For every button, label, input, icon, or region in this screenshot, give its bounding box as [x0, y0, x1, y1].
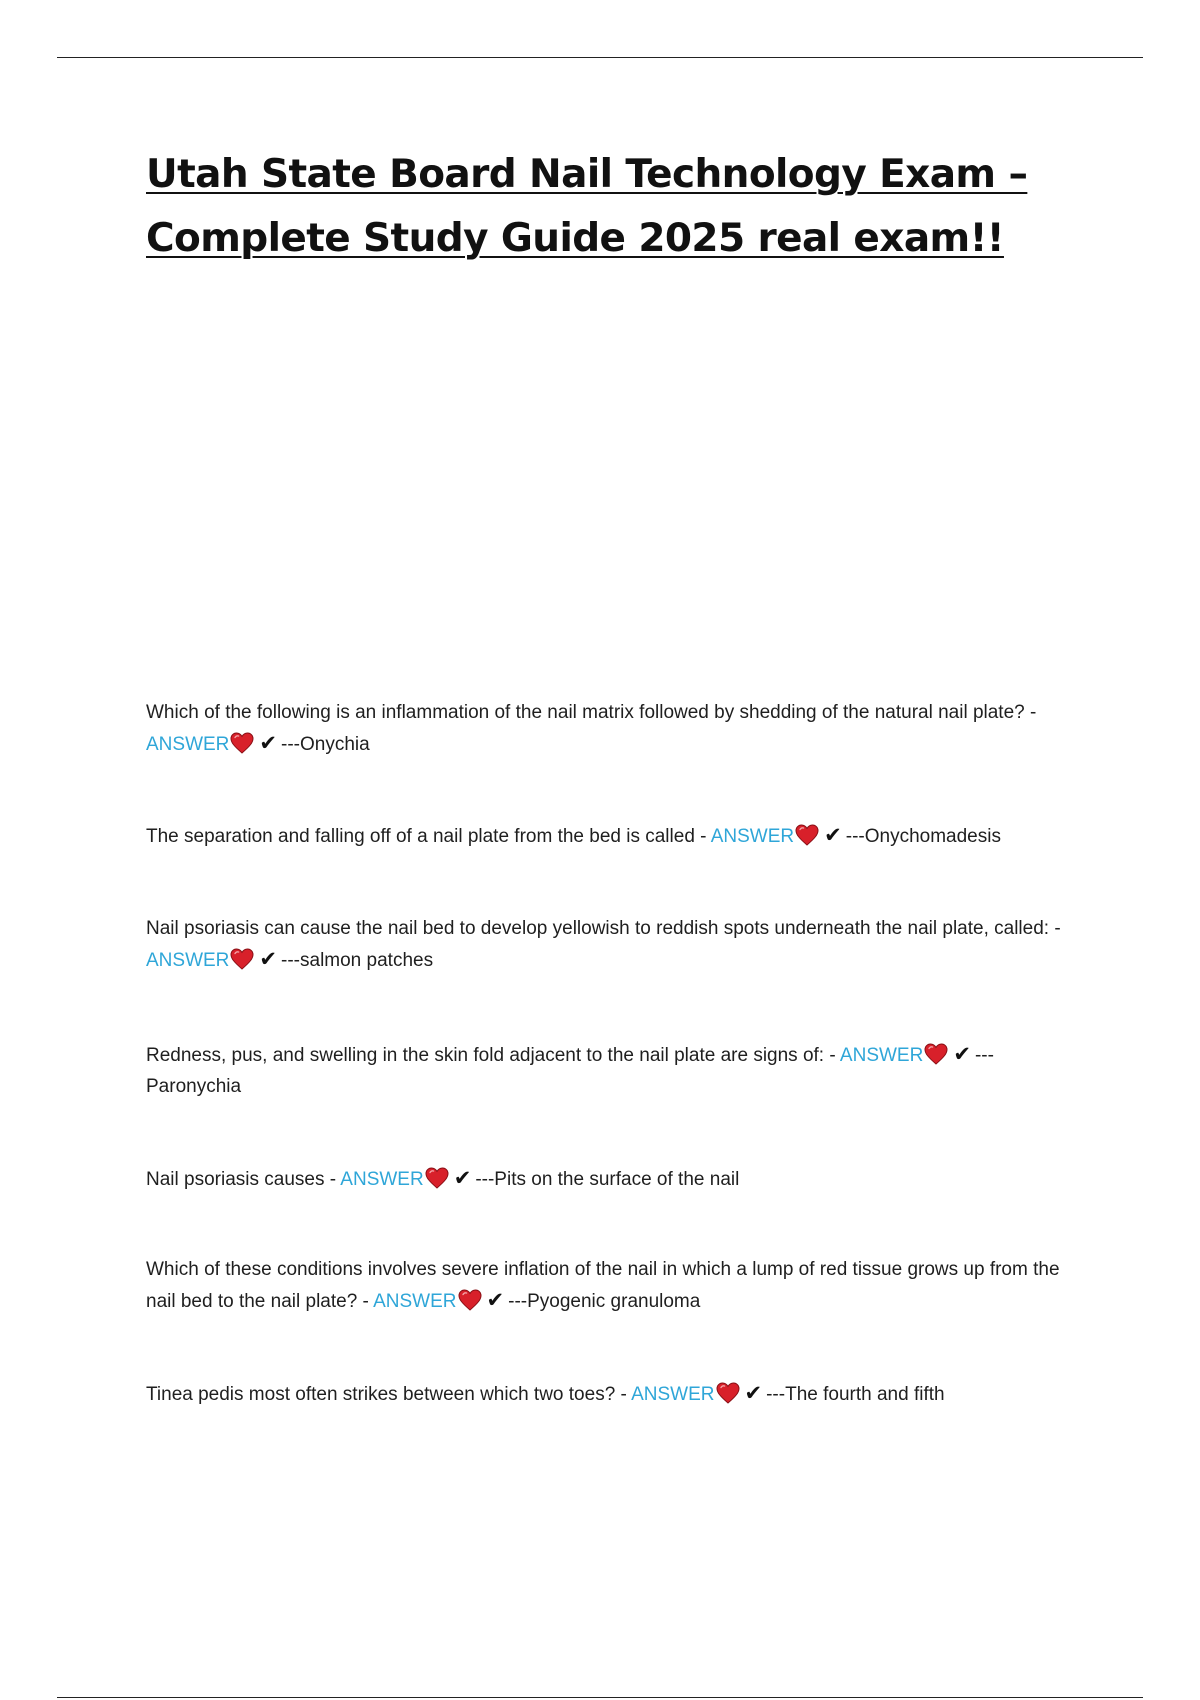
heart-icon [230, 732, 254, 754]
answer-text: ---Onychomadesis [845, 826, 1001, 847]
heart-icon [716, 1382, 740, 1404]
qa-item-2 [146, 820, 1076, 852]
qa-item-7 [146, 1378, 1076, 1410]
qa-item-3 [146, 913, 1076, 976]
check-icon: ✔ [824, 824, 842, 847]
heart-icon [425, 1167, 449, 1189]
answer-label: ANSWER [146, 950, 230, 971]
question-text: Nail psoriasis can cause the nail bed to develop yellowish to reddish spots underneath the nail plate, called: - [146, 918, 1061, 939]
answer-text: ---Pyogenic granuloma [508, 1291, 701, 1312]
answer-label: ANSWER [373, 1291, 457, 1312]
answer-text: ---The fourth and fifth [766, 1384, 945, 1405]
check-icon: ✔ [486, 1289, 505, 1312]
title-line-1: Utah State Board Nail Technology Exam – [146, 152, 1028, 197]
question-text: The separation and falling off of a nail plate from the bed is called - [146, 826, 711, 847]
answer-label: ANSWER [710, 826, 795, 847]
qa-item-6 [146, 1254, 1076, 1317]
answer-text: ---Pits on the surface of the nail [475, 1169, 740, 1190]
question-text: Which of the following is an inflammation of the nail matrix followed by shedding of the natural nail plate? - [146, 702, 1037, 723]
qa-item-5 [146, 1163, 1076, 1195]
qa-item-1 [146, 697, 1076, 760]
heart-icon [458, 1289, 482, 1311]
question-text: Tinea pedis most often strikes between which two toes? - [146, 1384, 632, 1405]
question-text: Redness, pus, and swelling in the skin fold adjacent to the nail plate are signs of: - [146, 1045, 840, 1066]
answer-text: ---Onychia [281, 734, 370, 755]
question-text: Nail psoriasis causes - [146, 1169, 341, 1190]
answer-label: ANSWER [631, 1384, 715, 1405]
answer-label: ANSWER [146, 734, 230, 755]
answer-label: ANSWER [839, 1045, 924, 1066]
check-icon: ✔ [953, 1043, 971, 1066]
check-icon: ✔ [259, 948, 278, 971]
title-line-2: Complete Study Guide 2025 real exam!! [146, 216, 1004, 261]
answer-label: ANSWER [340, 1169, 424, 1190]
check-icon: ✔ [453, 1167, 472, 1190]
top-divider [57, 57, 1143, 58]
check-icon: ✔ [259, 732, 278, 755]
bottom-divider [57, 1697, 1143, 1698]
document-title [146, 143, 1106, 271]
answer-text: --- Paronychia [146, 1045, 994, 1097]
heart-icon [924, 1043, 948, 1065]
heart-icon [795, 824, 819, 846]
answer-text: ---salmon patches [281, 950, 434, 971]
qa-item-4 [146, 1039, 1076, 1102]
question-text: Which of these conditions involves severe inflation of the nail in which a lump of red tissue grows up from the nail bed to the nail plate? - [146, 1259, 1060, 1312]
heart-icon [230, 948, 254, 970]
check-icon: ✔ [744, 1382, 763, 1405]
